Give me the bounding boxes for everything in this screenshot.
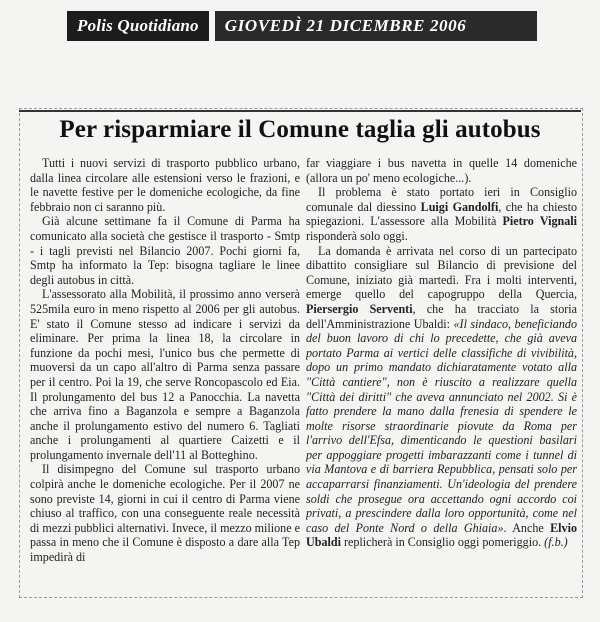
text-run: risponderà solo oggi.	[306, 228, 408, 243]
paragraph: far viaggiare i bus navetta in quelle 14 domeniche (allora un po' meno ecologiche...).	[306, 156, 577, 185]
person-name: Luigi Gandolfi	[420, 199, 499, 214]
paragraph: Tutti i nuovi servizi di trasporto pubblico urbano, dalla linea circolare alle estensioni verso le frazioni, e le navette festive per le domeniche ecologiche, da fine febbraio non ci saranno più.	[30, 156, 300, 214]
article-column-2	[306, 156, 577, 550]
text-run: . Anche	[503, 520, 551, 535]
paragraph	[306, 244, 577, 550]
publication-name: Polis Quotidiano	[67, 11, 209, 41]
publication-date: GIOVEDÌ 21 DICEMBRE 2006	[215, 11, 537, 41]
person-name: Pietro Vignali	[502, 214, 578, 229]
paragraph	[306, 185, 577, 243]
text-run: replicherà in Consiglio oggi pomeriggio.	[340, 535, 545, 550]
paragraph: L'assessorato alla Mobilità, il prossimo anno verserà 525mila euro in meno rispetto al 2006 per gli autobus. E' stato il Comune stesso ad indicare i servizi da eliminare. Per prima la linea 18, la circolare in funzione da pochi mesi, l'unico bus che permette di muoversi da un capo all'altro di Parma senza passare per il centro. Poi la 19, che serve Roncopascolo ed Eia. Il prolungamento del bus 12 a Panocchia. La navetta che arriva fino a Baganzola e sempre a Baganzola anche il prolungamento estivo del numero 6. Tagliati anche i prolungamenti al quartiere Caizetti e il prolungamento invernale dell'11 al Botteghino.	[30, 287, 300, 462]
text-run: Il problema è stato portato ieri in Consiglio comunale dal diessino	[306, 185, 577, 214]
clipping-top-rule	[19, 110, 581, 112]
article-headline: Per risparmiare il Comune taglia gli autobus	[59, 116, 541, 143]
text-run: La domanda è arrivata nel corso di un partecipato dibattito consigliare sul Bilancio di previsione del Comune, iniziato già martedì. Fra i molti interventi, emerge quello del capogruppo della Quercia,	[306, 243, 577, 302]
text-run: , che ha chiesto spiegazioni. L'assessore alla Mobilità	[306, 199, 577, 229]
author-signature: (f.b.)	[544, 535, 568, 550]
quotation: «Il sindaco, beneficiando del buon lavoro di chi lo precedette, che già aveva portato Parma ai vertici delle classifiche di vivibilità, dopo un primo mandato dichiaratamente votato alla "Città cantiere", non è riuscito a realizzare quella "Città dei diritti" che aveva annunciato nel 2002. Si è fatto prendere la mano dalla frenesia di spendere le molte risorse straordinarie piovute da Roma per l'arrivo dell'Efsa, dimenticando le questioni basilari per appoggiare progetti imbarazzanti come i tunnel di via Mantova e di barriera Repubblica, pensati solo per accaparrarsi finanziamenti. Un'ideologia del prendere soldi che prosegue ora accettando ogni accordo coi privati, a prescindere dalla loro opportunità, come nel caso del Ponte Nord o della Ghiaia»	[306, 316, 577, 535]
person-name: Piersergio Serventi	[306, 301, 413, 316]
paragraph: Il disimpegno del Comune sul trasporto urbano colpirà anche le domeniche ecologiche. Per il 2007 ne sono previste 14, giorni in cui il centro di Parma viene chiuso al traffico, con una conseguente reale necessità di mezzi pubblici alternativi. Invece, il mezzo milione e passa in meno che il Comune è disposto a dare alla Tep impedirà di	[30, 462, 300, 565]
paragraph: Già alcune settimane fa il Comune di Parma ha comunicato alla società che gestisce il trasporto - Smtp - i tagli previsti nel Bilancio 2007. Pochi giorni fa, Smtp ha informato la Tep: bisogna tagliare le linee degli autobus in città.	[30, 214, 300, 287]
article-column-1	[30, 156, 300, 565]
person-name: Elvio Ubaldi	[306, 520, 577, 550]
text-run: , che ha tracciato la storia dell'Amministrazione Ubaldi:	[306, 301, 577, 331]
masthead	[67, 11, 537, 41]
